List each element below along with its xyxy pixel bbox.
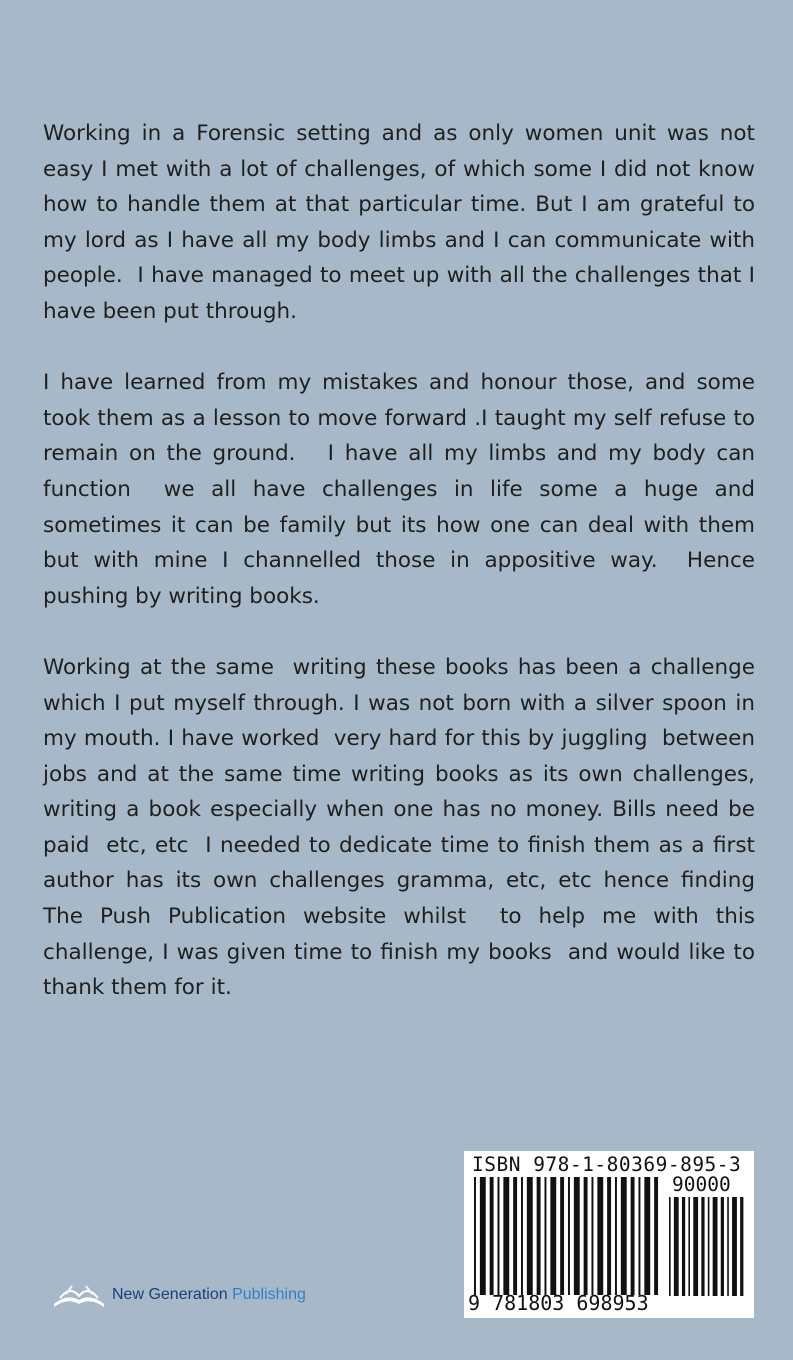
- addon-barcode-bars: [669, 1197, 745, 1296]
- blurb-paragraph-2: I have learned from my mistakes and honour those, and some took them as a lesson to move forward .I taught my self refuse to remain on the ground. I have all my limbs and my body can function we all have challenges in life some a huge and sometimes it can be family but its how one can deal with them but with mine I channelled those in appositive way. Hence pushing by writing books.: [43, 370, 762, 609]
- publisher-logo: [50, 1280, 306, 1310]
- isbn-barcode: [464, 1151, 754, 1318]
- publisher-name: [112, 1286, 306, 1304]
- isbn-label: ISBN 978-1-80369-895-3: [472, 1153, 742, 1176]
- blurb-text: [43, 116, 762, 1006]
- price-addon-number: 90000: [672, 1173, 731, 1196]
- publisher-name-accent: Publishing: [232, 1286, 306, 1303]
- ean-digits: 9 781803 698953: [468, 1291, 649, 1315]
- blurb-paragraph-3: Working at the same writing these books has been a challenge which I put myself through. I was not born with a silver spoon in my mouth. I have worked very hard for this by juggling between jobs and at the same time writing books as its own challenges, writing a book especially when one has no money. Bills need be paid etc, etc I needed to dedicate time to finish them as a first author has its own challenges gramma, etc, etc hence finding The Push Publication website whilst to help me with this challenge, I was given time to finish my books and would like to thank them for it.: [43, 654, 762, 1001]
- open-book-icon: [50, 1280, 108, 1310]
- ean-barcode-bars: [474, 1177, 660, 1295]
- publisher-name-main: New Generation: [112, 1286, 228, 1303]
- blurb-paragraph-1: Working in a Forensic setting and as only women unit was not easy I met with a lot of challenges, of which some I did not know how to handle them at that particular time. But I am grateful to my lord as I have all my body limbs and I can communicate with people. I have managed to meet up with all the challenges that I have been put through.: [43, 121, 762, 324]
